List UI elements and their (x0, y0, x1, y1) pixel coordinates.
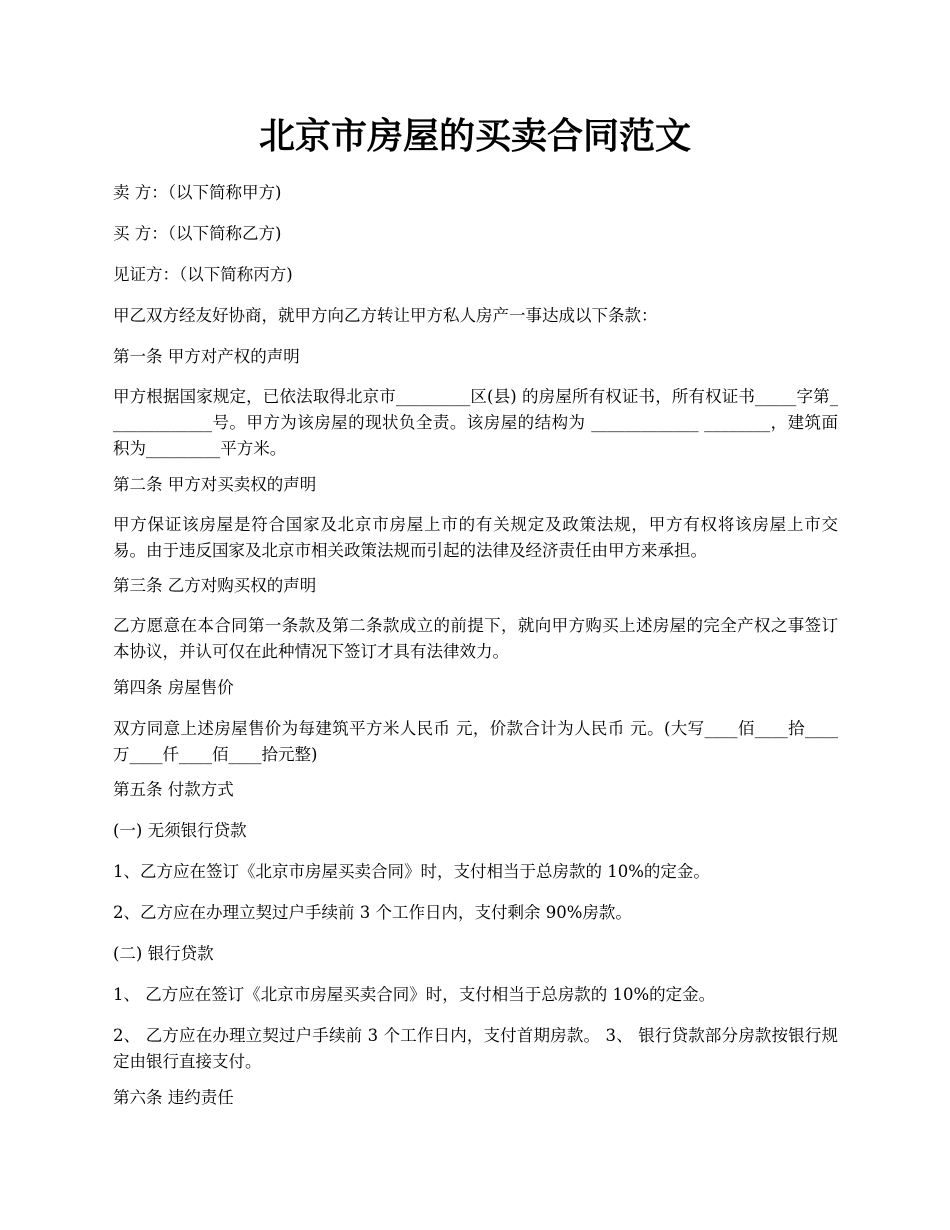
article-1-heading: 第一条 甲方对产权的声明 (113, 347, 300, 366)
loan-item-1: 1、 乙方应在签订《北京市房屋买卖合同》时，支付相当于总房款的 10%的定金。 (113, 985, 716, 1004)
article-5-heading: 第五条 付款方式 (113, 780, 234, 799)
no-loan-item-1: 1、乙方应在签订《北京市房屋买卖合同》时，支付相当于总房款的 10%的定金。 (113, 862, 710, 881)
article-6-heading: 第六条 违约责任 (113, 1088, 234, 1107)
article-2-body: 甲方保证该房屋是符合国家及北京市房屋上市的有关规定及政策法规，甲方有权将该房屋上市交易。由于违反国家及北京市相关政策法规而引起的法律及经济责任由甲方来承担。 (113, 515, 838, 560)
no-loan-heading: (一) 无须银行贷款 (113, 821, 247, 840)
article-4-body: 双方同意上述房屋售价为每建筑平方米人民币 元，价款合计为人民币 元。(大写____佰____拾____万____仟____佰____拾元整) (113, 719, 838, 764)
article-3-body: 乙方愿意在本合同第一条款及第二条款成立的前提下，就向甲方购买上述房屋的完全产权之事签订本协议，并认可仅在此种情况下签订才具有法律效力。 (113, 616, 838, 661)
article-3-heading: 第三条 乙方对购买权的声明 (113, 576, 317, 595)
seller-line: 卖 方：（以下简称甲方) (113, 183, 282, 202)
witness-line: 见证方：（以下简称丙方) (113, 265, 293, 284)
article-4-heading: 第四条 房屋售价 (113, 678, 234, 697)
loan-heading: (二) 银行贷款 (113, 944, 214, 963)
article-2-heading: 第二条 甲方对买卖权的声明 (113, 475, 317, 494)
preamble: 甲乙双方经友好协商，就甲方向乙方转让甲方私人房产一事达成以下条款： (113, 306, 658, 325)
document-title: 北京市房屋的买卖合同范文 (258, 115, 691, 157)
article-1-body: 甲方根据国家规定，已依法取得北京市_________区(县) 的房屋所有权证书，所有权证书_____字第_____________号。甲方为该房屋的现状负全责。该房屋的结构为 _____________ ________，建筑面积为_________平方米。 (113, 387, 838, 458)
loan-item-2-3: 2、 乙方应在办理立契过户手续前 3 个工作日内，支付首期房款。 3、 银行贷款部分房款按银行规定由银行直接支付。 (113, 1026, 838, 1071)
buyer-line: 买 方：（以下简称乙方) (113, 224, 282, 243)
no-loan-item-2: 2、乙方应在办理立契过户手续前 3 个工作日内，支付剩余 90%房款。 (113, 903, 632, 922)
